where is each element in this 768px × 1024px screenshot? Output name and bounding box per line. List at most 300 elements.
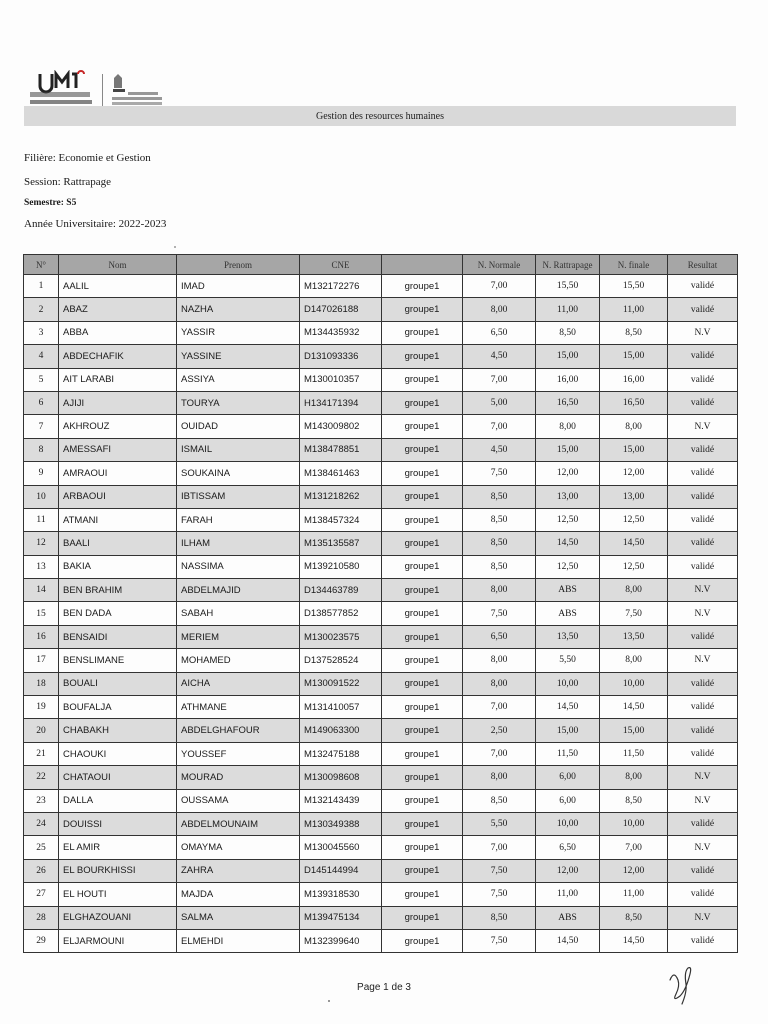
cell-prenom: IBTISSAM bbox=[177, 485, 300, 508]
cell-rattrapage: 16,00 bbox=[536, 368, 600, 391]
cell-prenom: SOUKAINA bbox=[177, 462, 300, 485]
cell-rattrapage: 5,50 bbox=[536, 649, 600, 672]
cell-finale: 14,50 bbox=[600, 696, 668, 719]
cell-normale: 7,00 bbox=[463, 415, 536, 438]
cell-groupe: groupe1 bbox=[382, 859, 463, 882]
cell-prenom: ELMEHDI bbox=[177, 929, 300, 952]
cell-finale: 15,00 bbox=[600, 438, 668, 461]
table-row bbox=[24, 368, 738, 391]
cell-normale: 8,50 bbox=[463, 789, 536, 812]
table-row bbox=[24, 579, 738, 602]
header-normale: N. Normale bbox=[463, 255, 536, 275]
cell-resultat: validé bbox=[668, 345, 738, 368]
cell-nom: AJIJI bbox=[59, 391, 177, 414]
cell-normale: 7,00 bbox=[463, 275, 536, 298]
cell-rattrapage: 16,50 bbox=[536, 391, 600, 414]
cell-resultat: validé bbox=[668, 462, 738, 485]
cell-num: 1 bbox=[24, 275, 59, 298]
cell-groupe: groupe1 bbox=[382, 532, 463, 555]
cell-normale: 8,00 bbox=[463, 649, 536, 672]
table-row bbox=[24, 766, 738, 789]
cell-normale: 7,50 bbox=[463, 462, 536, 485]
cell-resultat: N.V bbox=[668, 789, 738, 812]
cell-groupe: groupe1 bbox=[382, 812, 463, 835]
cell-resultat: validé bbox=[668, 391, 738, 414]
cell-nom: CHATAOUI bbox=[59, 766, 177, 789]
cell-groupe: groupe1 bbox=[382, 789, 463, 812]
cell-nom: BAKIA bbox=[59, 555, 177, 578]
cell-cne: D137528524 bbox=[300, 649, 382, 672]
cell-rattrapage: 6,50 bbox=[536, 836, 600, 859]
cell-num: 6 bbox=[24, 391, 59, 414]
cell-cne: M139210580 bbox=[300, 555, 382, 578]
session-line: Session: Rattrapage bbox=[24, 176, 112, 188]
cell-finale: 8,00 bbox=[600, 649, 668, 672]
cell-normale: 8,50 bbox=[463, 555, 536, 578]
cell-finale: 11,00 bbox=[600, 298, 668, 321]
cell-normale: 7,00 bbox=[463, 368, 536, 391]
table-row bbox=[24, 321, 738, 344]
cell-rattrapage: 12,50 bbox=[536, 508, 600, 531]
cell-rattrapage: 10,00 bbox=[536, 672, 600, 695]
table-row bbox=[24, 508, 738, 531]
cell-finale: 10,00 bbox=[600, 812, 668, 835]
cell-groupe: groupe1 bbox=[382, 625, 463, 648]
cell-groupe: groupe1 bbox=[382, 438, 463, 461]
cell-normale: 5,50 bbox=[463, 812, 536, 835]
cell-rattrapage: 8,50 bbox=[536, 321, 600, 344]
cell-resultat: validé bbox=[668, 532, 738, 555]
cell-cne: M138457324 bbox=[300, 508, 382, 531]
cell-normale: 7,00 bbox=[463, 742, 536, 765]
table-row bbox=[24, 298, 738, 321]
cell-rattrapage: 10,00 bbox=[536, 812, 600, 835]
cell-prenom: NAZHA bbox=[177, 298, 300, 321]
cell-cne: M130023575 bbox=[300, 625, 382, 648]
cell-cne: M130091522 bbox=[300, 672, 382, 695]
cell-cne: M138461463 bbox=[300, 462, 382, 485]
cell-resultat: validé bbox=[668, 555, 738, 578]
table-row bbox=[24, 812, 738, 835]
cell-normale: 2,50 bbox=[463, 719, 536, 742]
cell-normale: 8,50 bbox=[463, 485, 536, 508]
cell-normale: 6,50 bbox=[463, 321, 536, 344]
cell-num: 26 bbox=[24, 859, 59, 882]
cell-prenom: ISMAIL bbox=[177, 438, 300, 461]
annee-line: Année Universitaire: 2022-2023 bbox=[24, 218, 167, 230]
cell-num: 5 bbox=[24, 368, 59, 391]
cell-finale: 11,50 bbox=[600, 742, 668, 765]
cell-cne: D131093336 bbox=[300, 345, 382, 368]
cell-normale: 5,00 bbox=[463, 391, 536, 414]
cell-rattrapage: 15,00 bbox=[536, 438, 600, 461]
cell-resultat: validé bbox=[668, 696, 738, 719]
cell-finale: 7,50 bbox=[600, 602, 668, 625]
cell-cne: M135135587 bbox=[300, 532, 382, 555]
cell-rattrapage: 13,00 bbox=[536, 485, 600, 508]
cell-normale: 7,00 bbox=[463, 836, 536, 859]
cell-cne: M131218262 bbox=[300, 485, 382, 508]
table-row bbox=[24, 485, 738, 508]
header-finale: N. finale bbox=[600, 255, 668, 275]
cell-finale: 12,50 bbox=[600, 508, 668, 531]
cell-resultat: validé bbox=[668, 275, 738, 298]
cell-groupe: groupe1 bbox=[382, 696, 463, 719]
cell-cne: M149063300 bbox=[300, 719, 382, 742]
cell-prenom: ASSIYA bbox=[177, 368, 300, 391]
cell-nom: ATMANI bbox=[59, 508, 177, 531]
cell-finale: 12,00 bbox=[600, 462, 668, 485]
cell-finale: 8,50 bbox=[600, 321, 668, 344]
table-row bbox=[24, 883, 738, 906]
cell-prenom: OMAYMA bbox=[177, 836, 300, 859]
scan-dot bbox=[174, 246, 176, 248]
cell-cne: M130349388 bbox=[300, 812, 382, 835]
cell-resultat: validé bbox=[668, 368, 738, 391]
table-row bbox=[24, 555, 738, 578]
cell-cne: M139475134 bbox=[300, 906, 382, 929]
cell-nom: CHABAKH bbox=[59, 719, 177, 742]
cell-cne: D147026188 bbox=[300, 298, 382, 321]
school-logo-icon bbox=[108, 72, 168, 110]
cell-nom: ELGHAZOUANI bbox=[59, 906, 177, 929]
cell-resultat: N.V bbox=[668, 766, 738, 789]
cell-groupe: groupe1 bbox=[382, 298, 463, 321]
cell-rattrapage: 12,50 bbox=[536, 555, 600, 578]
cell-groupe: groupe1 bbox=[382, 275, 463, 298]
cell-finale: 7,00 bbox=[600, 836, 668, 859]
cell-nom: AIT LARABI bbox=[59, 368, 177, 391]
cell-groupe: groupe1 bbox=[382, 485, 463, 508]
cell-finale: 16,00 bbox=[600, 368, 668, 391]
cell-cne: M134435932 bbox=[300, 321, 382, 344]
cell-nom: BOUALI bbox=[59, 672, 177, 695]
cell-groupe: groupe1 bbox=[382, 579, 463, 602]
cell-prenom: ATHMANE bbox=[177, 696, 300, 719]
page-number: Page 1 de 3 bbox=[357, 982, 411, 993]
cell-groupe: groupe1 bbox=[382, 415, 463, 438]
cell-nom: BAALI bbox=[59, 532, 177, 555]
table-row bbox=[24, 391, 738, 414]
cell-prenom: ABDELMAJID bbox=[177, 579, 300, 602]
cell-finale: 8,00 bbox=[600, 766, 668, 789]
table-row bbox=[24, 275, 738, 298]
cell-resultat: validé bbox=[668, 812, 738, 835]
cell-num: 10 bbox=[24, 485, 59, 508]
cell-cne: M139318530 bbox=[300, 883, 382, 906]
cell-nom: AMRAOUI bbox=[59, 462, 177, 485]
cell-groupe: groupe1 bbox=[382, 766, 463, 789]
table-row bbox=[24, 649, 738, 672]
cell-rattrapage: ABS bbox=[536, 602, 600, 625]
cell-resultat: N.V bbox=[668, 836, 738, 859]
cell-cne: M130045560 bbox=[300, 836, 382, 859]
cell-resultat: N.V bbox=[668, 906, 738, 929]
cell-resultat: N.V bbox=[668, 602, 738, 625]
cell-groupe: groupe1 bbox=[382, 836, 463, 859]
cell-cne: M132172276 bbox=[300, 275, 382, 298]
cell-prenom: MAJDA bbox=[177, 883, 300, 906]
table-row bbox=[24, 532, 738, 555]
cell-rattrapage: 14,50 bbox=[536, 696, 600, 719]
cell-finale: 12,50 bbox=[600, 555, 668, 578]
cell-num: 17 bbox=[24, 649, 59, 672]
cell-resultat: validé bbox=[668, 929, 738, 952]
cell-num: 29 bbox=[24, 929, 59, 952]
cell-groupe: groupe1 bbox=[382, 508, 463, 531]
cell-nom: BEN DADA bbox=[59, 602, 177, 625]
cell-cne: M130010357 bbox=[300, 368, 382, 391]
cell-cne: M130098608 bbox=[300, 766, 382, 789]
cell-num: 20 bbox=[24, 719, 59, 742]
cell-nom: BENSLIMANE bbox=[59, 649, 177, 672]
cell-groupe: groupe1 bbox=[382, 321, 463, 344]
cell-num: 2 bbox=[24, 298, 59, 321]
cell-num: 23 bbox=[24, 789, 59, 812]
cell-normale: 7,50 bbox=[463, 883, 536, 906]
cell-nom: DOUISSI bbox=[59, 812, 177, 835]
table-row bbox=[24, 345, 738, 368]
cell-finale: 13,50 bbox=[600, 625, 668, 648]
cell-cne: H134171394 bbox=[300, 391, 382, 414]
cell-resultat: validé bbox=[668, 672, 738, 695]
cell-rattrapage: 13,50 bbox=[536, 625, 600, 648]
cell-groupe: groupe1 bbox=[382, 345, 463, 368]
cell-normale: 8,50 bbox=[463, 906, 536, 929]
table-row bbox=[24, 789, 738, 812]
cell-groupe: groupe1 bbox=[382, 719, 463, 742]
cell-normale: 7,50 bbox=[463, 929, 536, 952]
cell-rattrapage: 14,50 bbox=[536, 929, 600, 952]
cell-prenom: AICHA bbox=[177, 672, 300, 695]
header-nom: Nom bbox=[59, 255, 177, 275]
cell-prenom: MOHAMED bbox=[177, 649, 300, 672]
cell-num: 14 bbox=[24, 579, 59, 602]
cell-num: 27 bbox=[24, 883, 59, 906]
cell-resultat: N.V bbox=[668, 579, 738, 602]
cell-groupe: groupe1 bbox=[382, 906, 463, 929]
cell-finale: 14,50 bbox=[600, 532, 668, 555]
cell-resultat: validé bbox=[668, 859, 738, 882]
cell-num: 4 bbox=[24, 345, 59, 368]
cell-groupe: groupe1 bbox=[382, 883, 463, 906]
cell-nom: AMESSAFI bbox=[59, 438, 177, 461]
cell-prenom: NASSIMA bbox=[177, 555, 300, 578]
cell-cne: M143009802 bbox=[300, 415, 382, 438]
cell-normale: 8,50 bbox=[463, 508, 536, 531]
cell-nom: BENSAIDI bbox=[59, 625, 177, 648]
cell-groupe: groupe1 bbox=[382, 602, 463, 625]
cell-cne: M131410057 bbox=[300, 696, 382, 719]
cell-nom: CHAOUKI bbox=[59, 742, 177, 765]
header-resultat: Resultat bbox=[668, 255, 738, 275]
cell-nom: ABBA bbox=[59, 321, 177, 344]
cell-num: 22 bbox=[24, 766, 59, 789]
cell-resultat: validé bbox=[668, 719, 738, 742]
cell-prenom: YASSINE bbox=[177, 345, 300, 368]
cell-prenom: ILHAM bbox=[177, 532, 300, 555]
cell-rattrapage: 15,00 bbox=[536, 345, 600, 368]
cell-num: 28 bbox=[24, 906, 59, 929]
cell-rattrapage: 14,50 bbox=[536, 532, 600, 555]
cell-num: 21 bbox=[24, 742, 59, 765]
cell-cne: M132399640 bbox=[300, 929, 382, 952]
signature-icon bbox=[664, 962, 704, 1010]
cell-rattrapage: 12,00 bbox=[536, 462, 600, 485]
cell-cne: D145144994 bbox=[300, 859, 382, 882]
cell-resultat: N.V bbox=[668, 649, 738, 672]
cell-num: 13 bbox=[24, 555, 59, 578]
cell-cne: D134463789 bbox=[300, 579, 382, 602]
table-row bbox=[24, 929, 738, 952]
cell-prenom: ZAHRA bbox=[177, 859, 300, 882]
cell-nom: ELJARMOUNI bbox=[59, 929, 177, 952]
cell-normale: 8,50 bbox=[463, 532, 536, 555]
table-row bbox=[24, 836, 738, 859]
cell-cne: D138577852 bbox=[300, 602, 382, 625]
cell-nom: DALLA bbox=[59, 789, 177, 812]
cell-cne: M132143439 bbox=[300, 789, 382, 812]
cell-groupe: groupe1 bbox=[382, 462, 463, 485]
cell-resultat: validé bbox=[668, 625, 738, 648]
cell-prenom: MERIEM bbox=[177, 625, 300, 648]
header-cne: CNE bbox=[300, 255, 382, 275]
cell-normale: 8,00 bbox=[463, 672, 536, 695]
cell-prenom: YASSIR bbox=[177, 321, 300, 344]
cell-prenom: IMAD bbox=[177, 275, 300, 298]
cell-normale: 8,00 bbox=[463, 579, 536, 602]
cell-num: 11 bbox=[24, 508, 59, 531]
cell-nom: AALIL bbox=[59, 275, 177, 298]
cell-resultat: validé bbox=[668, 485, 738, 508]
cell-resultat: validé bbox=[668, 742, 738, 765]
cell-rattrapage: ABS bbox=[536, 906, 600, 929]
cell-prenom: SALMA bbox=[177, 906, 300, 929]
header-rattrapage: N. Rattrapage bbox=[536, 255, 600, 275]
cell-prenom: FARAH bbox=[177, 508, 300, 531]
cell-nom: AKHROUZ bbox=[59, 415, 177, 438]
cell-num: 12 bbox=[24, 532, 59, 555]
cell-prenom: YOUSSEF bbox=[177, 742, 300, 765]
header-groupe bbox=[382, 255, 463, 275]
cell-num: 7 bbox=[24, 415, 59, 438]
cell-finale: 10,00 bbox=[600, 672, 668, 695]
logo-divider bbox=[102, 74, 103, 106]
cell-cne: M138478851 bbox=[300, 438, 382, 461]
cell-prenom: MOURAD bbox=[177, 766, 300, 789]
cell-resultat: N.V bbox=[668, 321, 738, 344]
cell-resultat: validé bbox=[668, 298, 738, 321]
grades-table bbox=[23, 254, 738, 953]
cell-finale: 12,00 bbox=[600, 859, 668, 882]
cell-rattrapage: 8,00 bbox=[536, 415, 600, 438]
cell-cne: M132475188 bbox=[300, 742, 382, 765]
cell-num: 24 bbox=[24, 812, 59, 835]
cell-rattrapage: 11,00 bbox=[536, 883, 600, 906]
cell-finale: 14,50 bbox=[600, 929, 668, 952]
cell-prenom: ABDELGHAFOUR bbox=[177, 719, 300, 742]
table-row bbox=[24, 438, 738, 461]
cell-groupe: groupe1 bbox=[382, 649, 463, 672]
cell-rattrapage: 6,00 bbox=[536, 766, 600, 789]
cell-prenom: TOURYA bbox=[177, 391, 300, 414]
cell-num: 18 bbox=[24, 672, 59, 695]
cell-rattrapage: 11,50 bbox=[536, 742, 600, 765]
cell-finale: 11,00 bbox=[600, 883, 668, 906]
cell-groupe: groupe1 bbox=[382, 368, 463, 391]
cell-resultat: validé bbox=[668, 438, 738, 461]
table-row bbox=[24, 742, 738, 765]
cell-normale: 7,50 bbox=[463, 602, 536, 625]
cell-rattrapage: 11,00 bbox=[536, 298, 600, 321]
cell-normale: 6,50 bbox=[463, 625, 536, 648]
cell-finale: 8,50 bbox=[600, 789, 668, 812]
table-row bbox=[24, 462, 738, 485]
cell-num: 15 bbox=[24, 602, 59, 625]
cell-nom: EL BOURKHISSI bbox=[59, 859, 177, 882]
semestre-line: Semestre: S5 bbox=[24, 198, 77, 208]
table-row bbox=[24, 719, 738, 742]
cell-nom: ABDECHAFIK bbox=[59, 345, 177, 368]
cell-resultat: validé bbox=[668, 508, 738, 531]
cell-finale: 15,50 bbox=[600, 275, 668, 298]
table-header-row bbox=[24, 255, 738, 275]
cell-rattrapage: 12,00 bbox=[536, 859, 600, 882]
cell-nom: EL HOUTI bbox=[59, 883, 177, 906]
cell-groupe: groupe1 bbox=[382, 391, 463, 414]
cell-rattrapage: 15,00 bbox=[536, 719, 600, 742]
cell-nom: ARBAOUI bbox=[59, 485, 177, 508]
table-row bbox=[24, 906, 738, 929]
cell-prenom: ABDELMOUNAIM bbox=[177, 812, 300, 835]
cell-normale: 8,00 bbox=[463, 298, 536, 321]
cell-prenom: OUIDAD bbox=[177, 415, 300, 438]
cell-num: 9 bbox=[24, 462, 59, 485]
cell-finale: 15,00 bbox=[600, 345, 668, 368]
cell-nom: BEN BRAHIM bbox=[59, 579, 177, 602]
cell-groupe: groupe1 bbox=[382, 929, 463, 952]
university-logo-icon bbox=[28, 70, 100, 110]
cell-rattrapage: ABS bbox=[536, 579, 600, 602]
cell-normale: 4,50 bbox=[463, 345, 536, 368]
cell-num: 16 bbox=[24, 625, 59, 648]
table-body bbox=[24, 275, 738, 953]
table-row bbox=[24, 672, 738, 695]
cell-groupe: groupe1 bbox=[382, 672, 463, 695]
cell-num: 3 bbox=[24, 321, 59, 344]
cell-finale: 13,00 bbox=[600, 485, 668, 508]
cell-finale: 8,50 bbox=[600, 906, 668, 929]
table-row bbox=[24, 696, 738, 719]
cell-normale: 7,00 bbox=[463, 696, 536, 719]
cell-rattrapage: 6,00 bbox=[536, 789, 600, 812]
header-num: N° bbox=[24, 255, 59, 275]
cell-finale: 15,00 bbox=[600, 719, 668, 742]
cell-normale: 8,00 bbox=[463, 766, 536, 789]
cell-finale: 8,00 bbox=[600, 579, 668, 602]
table-row bbox=[24, 415, 738, 438]
cell-finale: 16,50 bbox=[600, 391, 668, 414]
table-row bbox=[24, 625, 738, 648]
cell-nom: BOUFALJA bbox=[59, 696, 177, 719]
cell-prenom: SABAH bbox=[177, 602, 300, 625]
header-prenom: Prenom bbox=[177, 255, 300, 275]
cell-resultat: validé bbox=[668, 883, 738, 906]
table-row bbox=[24, 602, 738, 625]
cell-groupe: groupe1 bbox=[382, 742, 463, 765]
cell-normale: 4,50 bbox=[463, 438, 536, 461]
cell-prenom: OUSSAMA bbox=[177, 789, 300, 812]
